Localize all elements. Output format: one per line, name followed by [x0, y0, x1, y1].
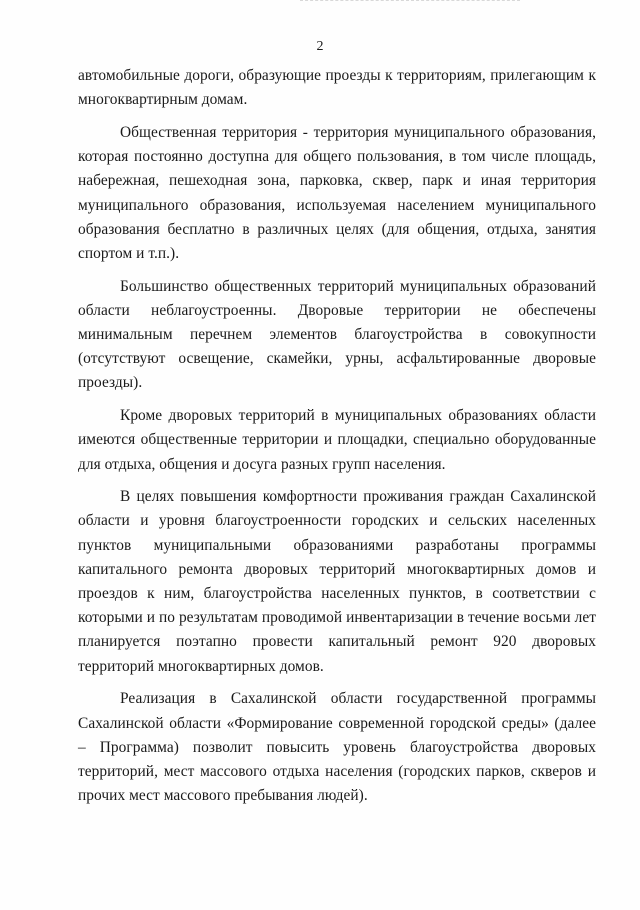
- paragraph-continuation: автомобильные дороги, образующие проезды к территориям, прилегающим к многоквартирным домам.: [78, 67, 596, 109]
- scan-artifact: [300, 0, 520, 4]
- document-body: [78, 64, 596, 808]
- paragraph-unimproved-territories: Большинство общественных территорий муниципальных образований области неблагоустроенны. Дворовые территории не обеспечены минимальным перечнем элементов благоустройства в совокупности (отсутствуют освещение, скамейки, урны, асфальтированные дворовые проезды).: [78, 277, 596, 392]
- page-number: 2: [316, 39, 324, 54]
- paragraph-public-territory-definition: Общественная территория - территория муниципального образования, которая постоянно доступна для общего пользования, в том числе площадь, набережная, пешеходная зона, парковка, сквер, парк и иная территория муниципального образования, используемая населением муниципального образования бесплатно в различных целях (для общения, отдыха, занятия спортом и т.п.).: [78, 123, 596, 262]
- paragraph-public-areas: Кроме дворовых территорий в муниципальных образованиях области имеются общественные территории и площадки, специально оборудованные для отдыха, общения и досуга разных групп населения.: [78, 407, 596, 473]
- paragraph-program-implementation: Реализация в Сахалинской области государственной программы Сахалинской области «Формирование современной городской среды» (далее – Программа) позволит повысить уровень благоустройства дворовых территорий, мест массового отдыха населения (городских парков, скверов и прочих мест массового пребывания людей).: [78, 690, 596, 805]
- paragraph-repair-programs: В целях повышения комфортности проживания граждан Сахалинской области и уровня благоустроенности городских и сельских населенных пунктов муниципальными образованиями разработаны программы капитального ремонта дворовых территорий многоквартирных домов и проездов к ним, благоустройства населенных пунктов, в соответствии с которыми и по результатам проводимой инвентаризации в течение восьми лет планируется поэтапно провести капитальный ремонт 920 дворовых территорий многоквартирных домов.: [78, 488, 596, 675]
